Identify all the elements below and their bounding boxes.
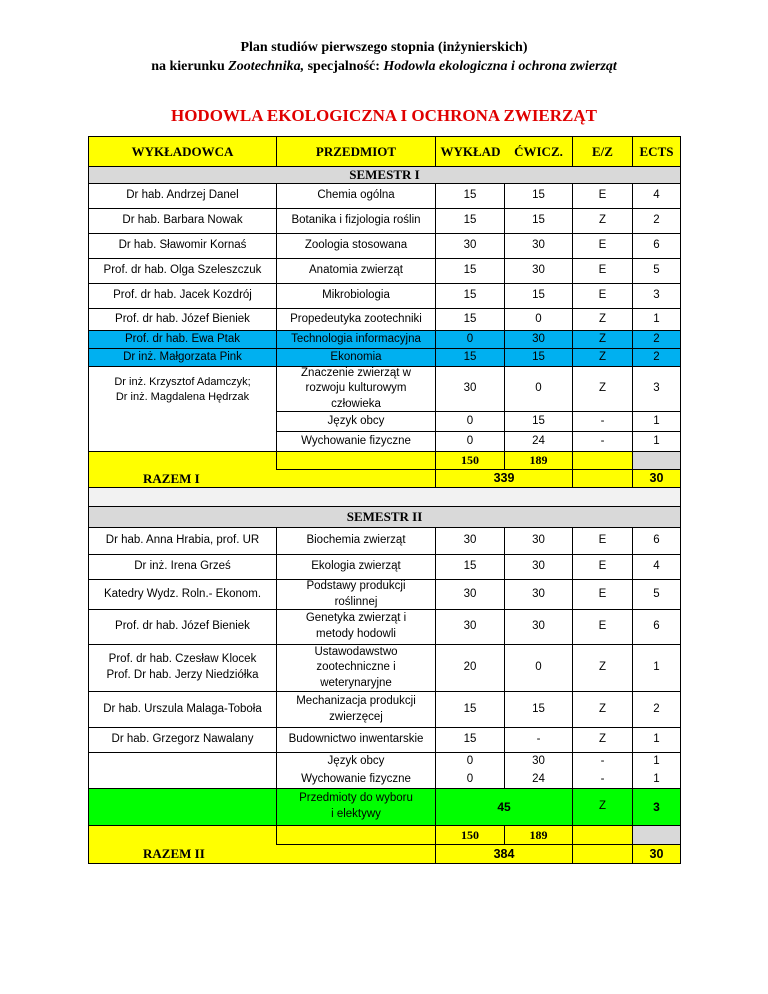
table-cell-lecturer-empty xyxy=(88,789,277,826)
table-cell-ez: Z xyxy=(573,789,633,826)
table-cell-ects: 1 xyxy=(633,412,681,432)
title-part-d: Hodowla ekologiczna i ochrona zwierząt xyxy=(383,59,617,74)
table-cell-lecture: 15 xyxy=(436,184,505,209)
lecturer-line: Dr inż. Magdalena Hędrzak xyxy=(115,390,250,403)
table-cell-exercises: 30 xyxy=(505,528,573,555)
table-cell-lecturer: Prof. dr hab. Józef Bieniek xyxy=(88,309,277,331)
table-cell-ez: - xyxy=(573,753,633,771)
table-cell-lecturer: Dr hab. Sławomir Kornaś xyxy=(88,234,277,259)
total-label: RAZEM II xyxy=(88,845,436,864)
total-ects: 30 xyxy=(633,845,681,864)
table-cell-exercises: 30 xyxy=(505,331,573,349)
table-cell-subject: Zoologia stosowana xyxy=(277,234,436,259)
table-cell-ez: Z xyxy=(573,728,633,753)
table-cell-lecture: 0 xyxy=(436,432,505,452)
table-cell-exercises: 30 xyxy=(505,580,573,610)
table-cell-ects: 1 xyxy=(633,432,681,452)
totals-spacer xyxy=(573,452,633,470)
table-cell-exercises: 30 xyxy=(505,753,573,771)
table-cell-lecturer: Prof. dr hab. Józef Bieniek xyxy=(88,610,277,645)
table-cell-exercises: 24 xyxy=(505,432,573,452)
subject-line: roślinnej xyxy=(334,595,378,608)
table-cell-ez: Z xyxy=(573,331,633,349)
totals-spacer xyxy=(573,826,633,845)
table-cell-lecturer: Dr hab. Barbara Nowak xyxy=(88,209,277,234)
table-cell-subject: Mikrobiologia xyxy=(277,284,436,309)
lecturer-line: Prof. Dr hab. Jerzy Niedziółka xyxy=(106,669,259,681)
table-cell-lecture: 30 xyxy=(436,367,505,412)
table-cell-lecturer: Dr hab. Urszula Malaga-Toboła xyxy=(88,692,277,728)
table-cell-subject xyxy=(277,367,436,412)
subject-line: Ustawodawstwo xyxy=(314,645,398,658)
table-cell-subject: Wychowanie fizyczne xyxy=(277,432,436,452)
subject-line: Przedmioty do wyboru xyxy=(299,792,413,805)
totals-spacer xyxy=(277,452,436,470)
table-cell-subject xyxy=(277,692,436,728)
subject-line: weterynaryjne xyxy=(320,676,392,689)
table-cell-ez: Z xyxy=(573,309,633,331)
table-cell-exercises: 15 xyxy=(505,184,573,209)
table-cell-ez: - xyxy=(573,412,633,432)
table-cell-lecturer: Dr hab. Anna Hrabia, prof. UR xyxy=(88,528,277,555)
table-cell-ects: 3 xyxy=(633,367,681,412)
totals-spacer xyxy=(88,826,277,845)
lecturer-line: Dr inż. Krzysztof Adamczyk; xyxy=(114,376,251,388)
table-cell-ez: E xyxy=(573,555,633,580)
table-cell-lecturer: Katedry Wydz. Roln.- Ekonom. xyxy=(88,580,277,610)
subject-line: Podstawy produkcji xyxy=(306,580,406,592)
subject-line: i elektywy xyxy=(331,808,381,820)
table-cell-subject: Wychowanie fizyczne xyxy=(277,771,436,789)
table-cell-subject: Propedeutyka zootechniki xyxy=(277,309,436,331)
table-cell-exercises: 15 xyxy=(505,349,573,367)
table-cell-lecture: 15 xyxy=(436,309,505,331)
elective-hours: 45 xyxy=(436,789,573,826)
table-cell-ects: 3 xyxy=(633,284,681,309)
total-hours: 339 xyxy=(436,470,573,488)
title-part-c: specjalność: xyxy=(304,59,384,74)
table-cell-ez: Z xyxy=(573,645,633,692)
table-cell-lecturer-empty xyxy=(88,412,277,452)
semester-1-label: SEMESTR I xyxy=(88,167,681,184)
table-cell-ez: E xyxy=(573,610,633,645)
table-cell-ez: E xyxy=(573,259,633,284)
document-title-line-1: Plan studiów pierwszego stopnia (inżynierskich) xyxy=(240,40,528,55)
table-cell-lecture: 15 xyxy=(436,692,505,728)
totals-spacer xyxy=(277,826,436,845)
table-cell-lecture: 15 xyxy=(436,728,505,753)
total-ects: 30 xyxy=(633,470,681,488)
header-ects: ECTS xyxy=(633,136,681,167)
table-cell-lecture: 15 xyxy=(436,209,505,234)
table-cell-subject: Ekonomia xyxy=(277,349,436,367)
table-cell-lecturer xyxy=(88,367,277,412)
table-cell-exercises: 15 xyxy=(505,692,573,728)
table-cell-subject: Anatomia zwierząt xyxy=(277,259,436,284)
table-cell-ects: 2 xyxy=(633,692,681,728)
subject-line: metody hodowli xyxy=(316,628,396,640)
header-exercises: ĆWICZ. xyxy=(505,136,573,167)
table-cell-ects: 6 xyxy=(633,234,681,259)
table-cell-subject: Botanika i fizjologia roślin xyxy=(277,209,436,234)
table-cell-ez: - xyxy=(573,771,633,789)
total-label: RAZEM I xyxy=(88,470,436,488)
table-cell-ects: 4 xyxy=(633,555,681,580)
header-ez: E/Z xyxy=(573,136,633,167)
table-cell-subject: Budownictwo inwentarskie xyxy=(277,728,436,753)
table-cell-exercises: 15 xyxy=(505,412,573,432)
table-cell-subject: Technologia informacyjna xyxy=(277,331,436,349)
table-cell-lecture: 15 xyxy=(436,349,505,367)
totals-spacer xyxy=(633,826,681,845)
table-cell-ez: Z xyxy=(573,367,633,412)
table-cell-subject: Ekologia zwierząt xyxy=(277,555,436,580)
table-cell-exercises: 15 xyxy=(505,209,573,234)
table-cell-ects: 1 xyxy=(633,309,681,331)
title-part-a: na kierunku xyxy=(151,59,229,74)
table-cell-exercises: 30 xyxy=(505,259,573,284)
table-cell-exercises: 24 xyxy=(505,771,573,789)
table-cell-ects: 1 xyxy=(633,645,681,692)
table-cell-lecturer: Dr inż. Irena Grześ xyxy=(88,555,277,580)
table-cell-lecture: 0 xyxy=(436,412,505,432)
table-cell-ects: 5 xyxy=(633,580,681,610)
table-cell-ez: Z xyxy=(573,349,633,367)
subject-line: Mechanizacja produkcji xyxy=(296,694,416,707)
header-lecture: WYKŁAD xyxy=(436,136,505,167)
table-cell-ects: 2 xyxy=(633,331,681,349)
table-cell-ez: E xyxy=(573,580,633,610)
table-cell-lecture: 20 xyxy=(436,645,505,692)
subject-line: zwierzęcej xyxy=(329,710,383,723)
table-cell-ects: 3 xyxy=(633,789,681,826)
lecturer-line: Prof. dr hab. Czesław Klocek xyxy=(108,653,257,666)
table-cell-ez: - xyxy=(573,432,633,452)
table-cell-lecturer: Dr hab. Andrzej Danel xyxy=(88,184,277,209)
specialization-heading: HODOWLA EKOLOGICZNA I OCHRONA ZWIERZĄT xyxy=(170,106,598,125)
table-cell-lecture: 15 xyxy=(436,284,505,309)
table-cell-lecturer xyxy=(88,645,277,692)
table-cell-subject xyxy=(277,789,436,826)
totals-spacer xyxy=(573,470,633,488)
table-cell-subject: Biochemia zwierząt xyxy=(277,528,436,555)
table-cell-exercises: 0 xyxy=(505,309,573,331)
sum-lecture: 150 xyxy=(436,452,505,470)
semester-gap xyxy=(88,488,681,507)
table-cell-subject xyxy=(277,610,436,645)
table-cell-subject: Chemia ogólna xyxy=(277,184,436,209)
table-cell-ects: 2 xyxy=(633,349,681,367)
table-cell-subject: Język obcy xyxy=(277,753,436,771)
table-cell-exercises: 30 xyxy=(505,610,573,645)
table-cell-ects: 4 xyxy=(633,184,681,209)
table-cell-ez: Z xyxy=(573,209,633,234)
subject-line: rozwoju kulturowym xyxy=(305,382,407,395)
table-cell-ez: E xyxy=(573,284,633,309)
table-cell-lecture: 30 xyxy=(436,528,505,555)
table-cell-lecture: 0 xyxy=(436,331,505,349)
table-cell-lecture: 15 xyxy=(436,259,505,284)
table-cell-lecture: 0 xyxy=(436,753,505,771)
totals-spacer xyxy=(573,845,633,864)
table-cell-ez: Z xyxy=(573,692,633,728)
table-cell-lecture: 30 xyxy=(436,610,505,645)
subject-line: zootechniczne i xyxy=(316,661,396,674)
header-subject: PRZEDMIOT xyxy=(277,136,436,167)
table-cell-ects: 2 xyxy=(633,209,681,234)
table-cell-subject: Język obcy xyxy=(277,412,436,432)
table-cell-exercises: 0 xyxy=(505,645,573,692)
table-cell-lecturer: Prof. dr hab. Olga Szeleszczuk xyxy=(88,259,277,284)
total-hours: 384 xyxy=(436,845,573,864)
table-cell-ects: 6 xyxy=(633,610,681,645)
table-cell-lecturer: Dr hab. Grzegorz Nawalany xyxy=(88,728,277,753)
subject-line: Znaczenie zwierząt w xyxy=(301,367,411,379)
table-cell-lecture: 30 xyxy=(436,580,505,610)
header-lecturer: WYKŁADOWCA xyxy=(88,136,277,167)
table-cell-exercises: - xyxy=(505,728,573,753)
table-cell-ects: 1 xyxy=(633,771,681,789)
table-cell-lecture: 30 xyxy=(436,234,505,259)
table-cell-lecture: 0 xyxy=(436,771,505,789)
table-cell-exercises: 15 xyxy=(505,284,573,309)
table-cell-exercises: 30 xyxy=(505,234,573,259)
totals-spacer xyxy=(633,452,681,470)
table-cell-subject xyxy=(277,645,436,692)
table-cell-lecturer: Prof. dr hab. Ewa Ptak xyxy=(88,331,277,349)
table-cell-ects: 5 xyxy=(633,259,681,284)
sum-lecture: 150 xyxy=(436,826,505,845)
title-part-b: Zootechnika, xyxy=(228,59,305,74)
semester-2-label: SEMESTR II xyxy=(88,507,681,528)
table-cell-ects: 1 xyxy=(633,728,681,753)
document-title-line-2 xyxy=(0,59,768,75)
totals-spacer xyxy=(88,452,277,470)
table-cell-lecturer: Dr inż. Małgorzata Pink xyxy=(88,349,277,367)
table-cell-ez: E xyxy=(573,184,633,209)
table-cell-subject xyxy=(277,580,436,610)
table-cell-lecturer: Prof. dr hab. Jacek Kozdrój xyxy=(88,284,277,309)
subject-line: człowieka xyxy=(331,397,381,410)
subject-line: Genetyka zwierząt i xyxy=(305,612,407,625)
table-cell-exercises: 30 xyxy=(505,555,573,580)
table-cell-ects: 1 xyxy=(633,753,681,771)
sum-exercises: 189 xyxy=(505,826,573,845)
table-cell-ez: E xyxy=(573,234,633,259)
table-cell-lecturer-empty xyxy=(88,753,277,789)
table-cell-lecture: 15 xyxy=(436,555,505,580)
table-cell-exercises: 0 xyxy=(505,367,573,412)
sum-exercises: 189 xyxy=(505,452,573,470)
table-cell-ez: E xyxy=(573,528,633,555)
table-cell-ects: 6 xyxy=(633,528,681,555)
